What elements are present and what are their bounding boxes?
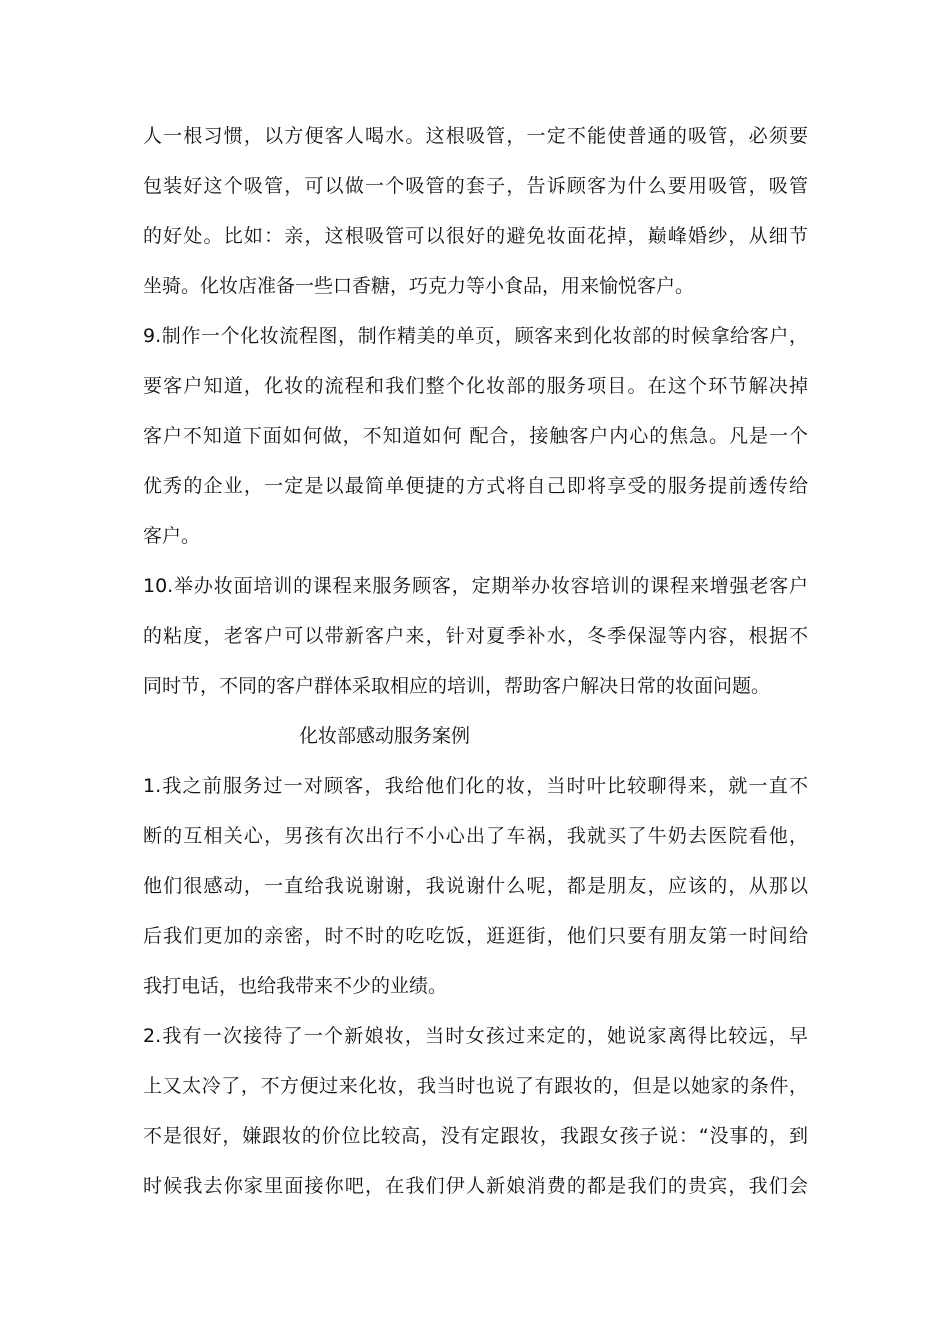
text-line: 的粘度，老客户可以带新客户来，针对夏季补水，冬季保湿等内容，根据不 xyxy=(143,625,808,647)
text-line: 10.举办妆面培训的课程来服务顾客，定期举办妆容培训的课程来增强老客户 xyxy=(143,575,808,597)
text-line: 要客户知道，化妆的流程和我们整个化妆部的服务项目。在这个环节解决掉 xyxy=(143,375,808,397)
text-line: 同时节，不同的客户群体采取相应的培训，帮助客户解决日常的妆面问题。 xyxy=(143,675,771,697)
text-line: 的好处。比如：亲，这根吸管可以很好的避免妆面花掉，巅峰婚纱，从细节 xyxy=(143,225,808,247)
section-heading: 化妆部感动服务案例 xyxy=(299,725,471,747)
text-line: 时候我去你家里面接你吧，在我们伊人新娘消费的都是我们的贵宾，我们会 xyxy=(143,1175,808,1197)
text-line: 断的互相关心，男孩有次出行不小心出了车祸，我就买了牛奶去医院看他， xyxy=(143,825,808,847)
document-page xyxy=(143,120,808,1220)
text-line: 客户不知道下面如何做，不知道如何 配合，接触客户内心的焦急。凡是一个 xyxy=(143,425,808,447)
text-line: 我打电话，也给我带来不少的业绩。 xyxy=(143,975,448,997)
text-line: 他们很感动，一直给我说谢谢，我说谢什么呢，都是朋友，应该的，从那以 xyxy=(143,875,808,897)
text-line: 后我们更加的亲密，时不时的吃吃饭，逛逛街，他们只要有朋友第一时间给 xyxy=(143,925,808,947)
text-line: 9.制作一个化妆流程图，制作精美的单页，顾客来到化妆部的时候拿给客户， xyxy=(143,325,808,347)
text-line: 上又太冷了，不方便过来化妆，我当时也说了有跟妆的，但是以她家的条件， xyxy=(143,1075,808,1097)
text-line: 优秀的企业，一定是以最简单便捷的方式将自己即将享受的服务提前透传给 xyxy=(143,475,808,497)
text-line: 客户。 xyxy=(143,525,201,547)
text-line: 包装好这个吸管，可以做一个吸管的套子，告诉顾客为什么要用吸管，吸管 xyxy=(143,175,808,197)
text-line: 人一根习惯，以方便客人喝水。这根吸管，一定不能使普通的吸管，必须要 xyxy=(143,125,808,147)
text-line: 坐骑。化妆店准备一些口香糖，巧克力等小食品，用来愉悦客户。 xyxy=(143,275,695,297)
text-line: 2.我有一次接待了一个新娘妆，当时女孩过来定的，她说家离得比较远，早 xyxy=(143,1025,808,1047)
text-line: 1.我之前服务过一对顾客，我给他们化的妆，当时叶比较聊得来，就一直不 xyxy=(143,775,808,797)
text-line: 不是很好，嫌跟妆的价位比较高，没有定跟妆，我跟女孩子说：“没事的，到 xyxy=(143,1125,808,1147)
